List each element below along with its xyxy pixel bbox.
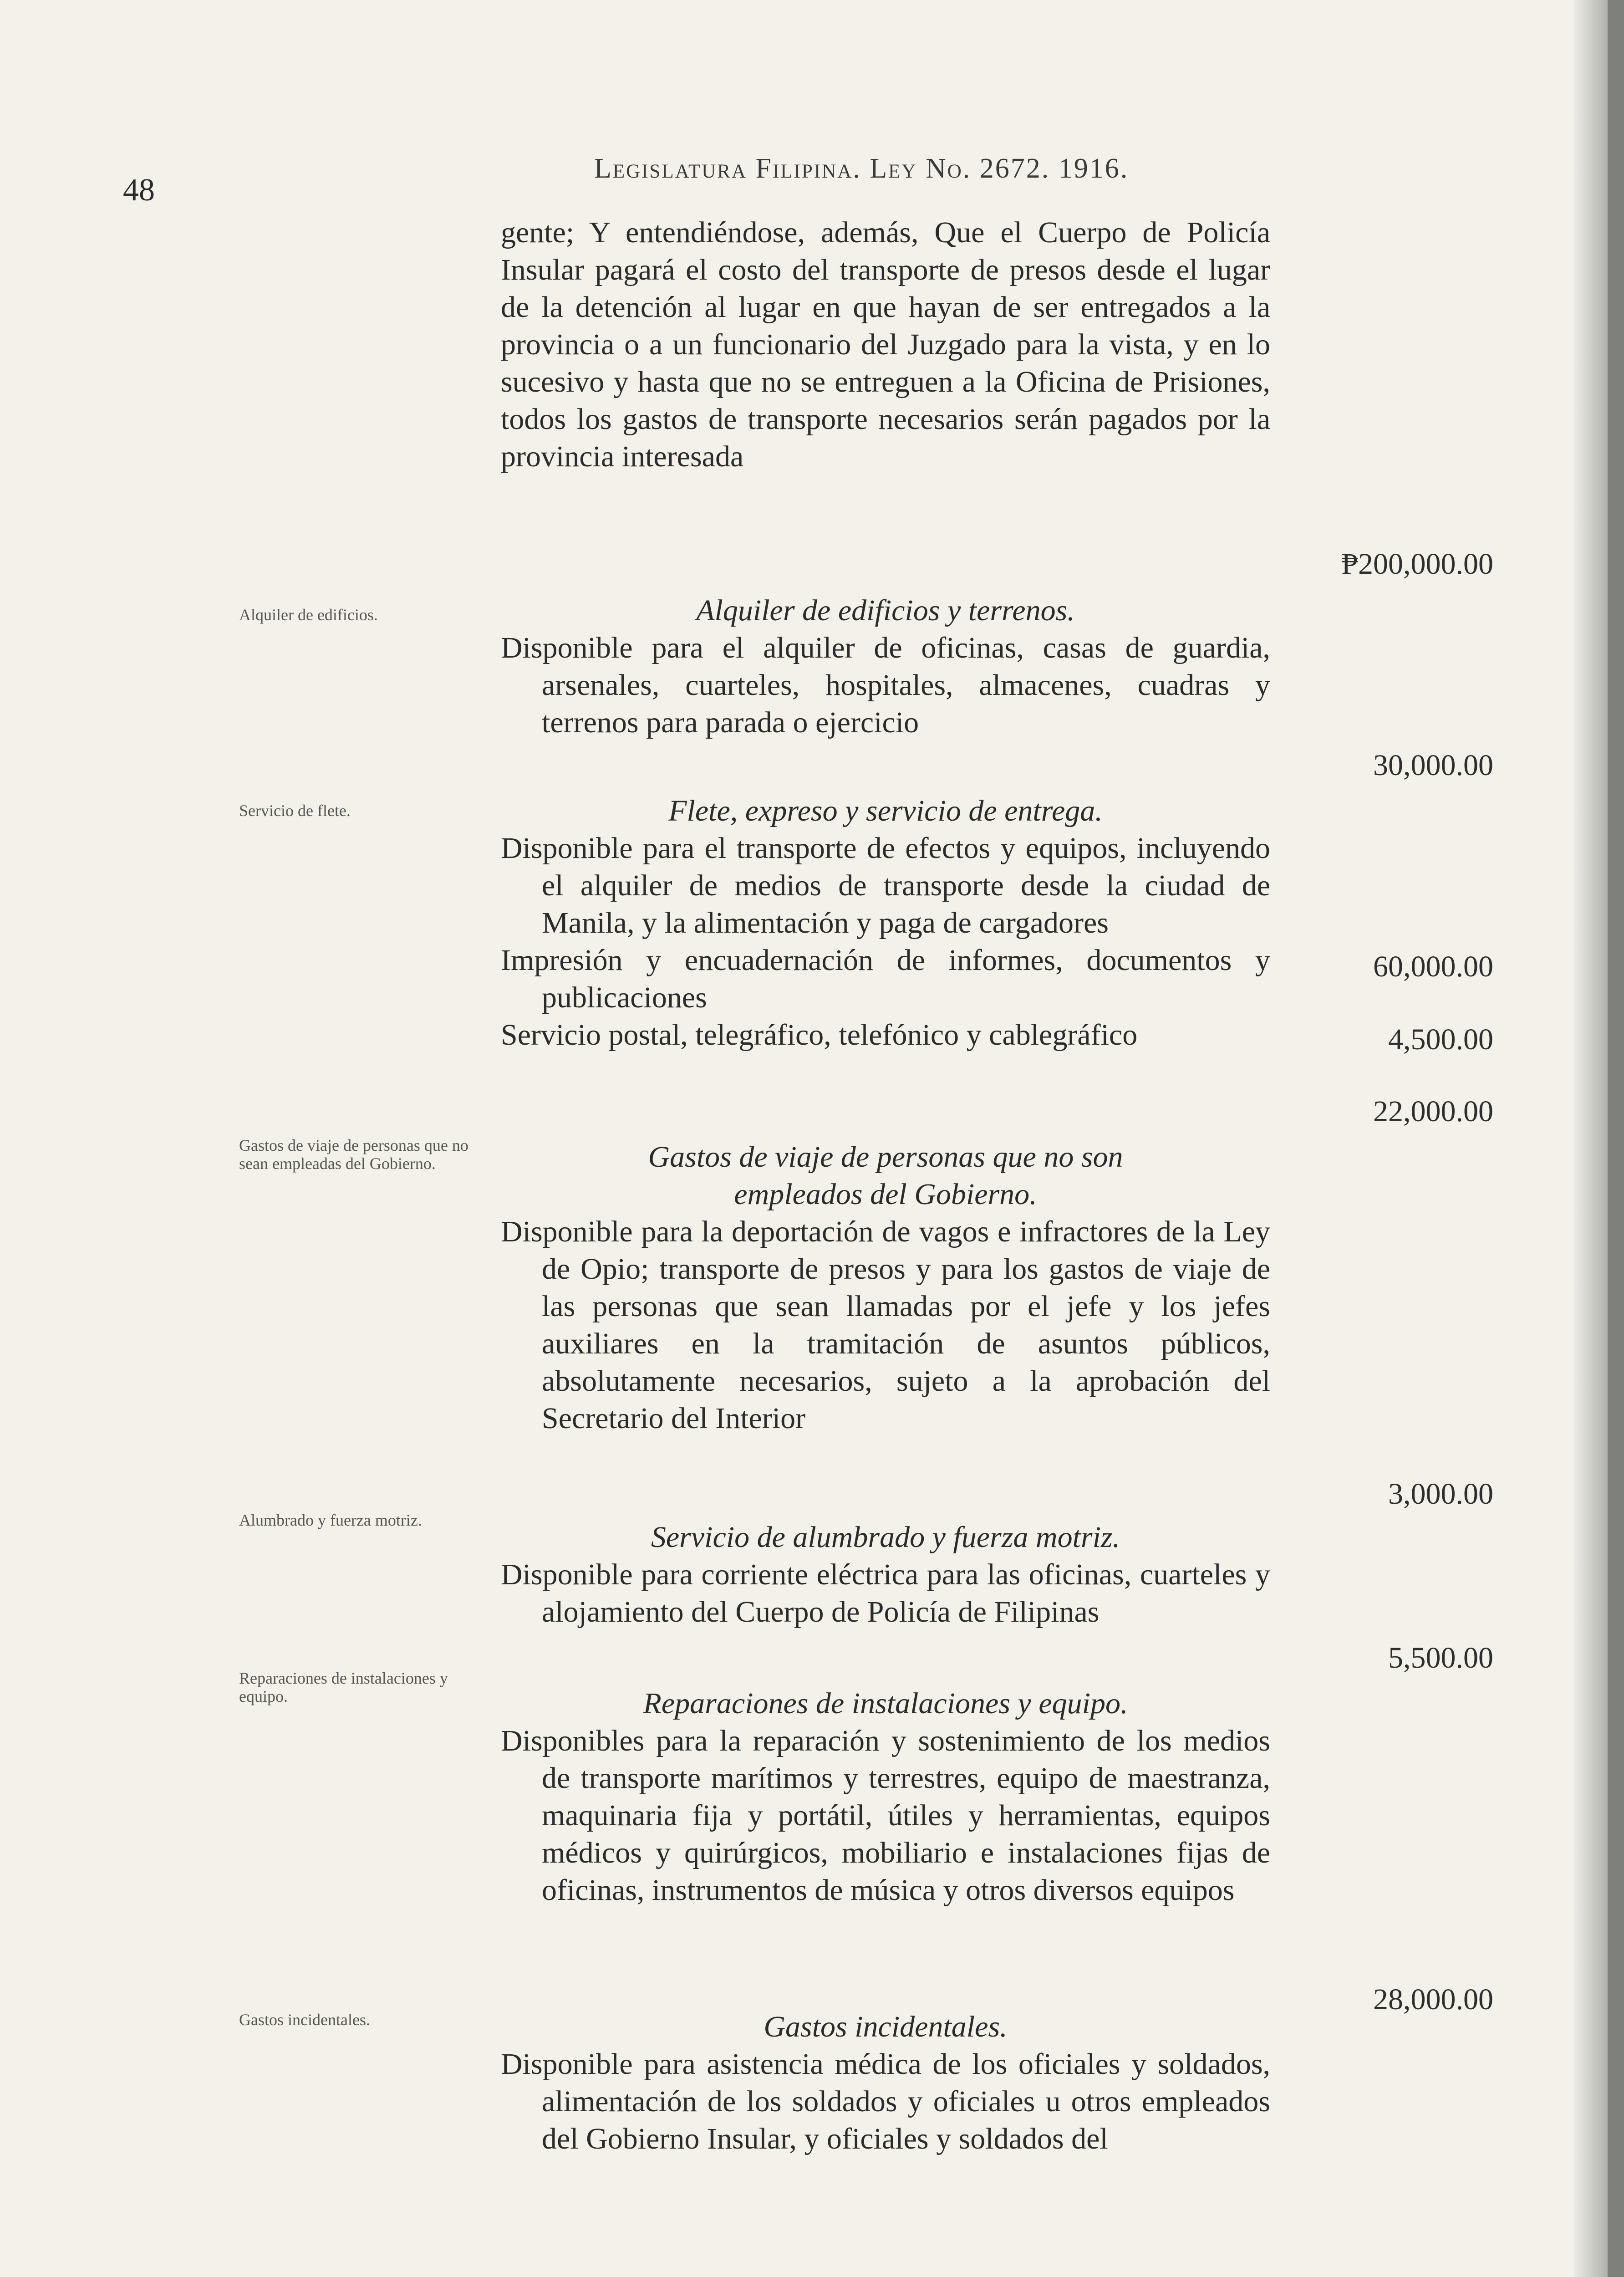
paragraph-alumbrado: Disponible para corriente eléctrica para las oficinas, cuarteles y alojamiento del Cuerpo de Policía de Filipinas <box>501 1558 1270 1629</box>
paragraph-incidentales: Disponible para asistencia médica de los oficiales y soldados, alimentación de los soldados y oficiales u otros empleados del Gobierno Insular, y oficiales y soldados del <box>501 2047 1270 2155</box>
amount-flete: 60,000.00 <box>1373 950 1493 983</box>
paragraph-continuation: gente; Y entendiéndose, además, Que el Cuerpo de Policía Insular pagará el costo del transporte de presos desde el lugar de la detención al lugar en que hayan de ser entregados a la provincia o a un funcionario del Juzgado para la vista, y en lo sucesivo y hasta que no se entreguen a la Oficina de Prisiones, todos los gastos de transporte necesarios serán pagados por la provincia interesada <box>501 216 1270 473</box>
heading-incidentales: Gastos incidentales. <box>764 2010 1008 2043</box>
heading-alumbrado: Servicio de alumbrado y fuerza motriz. <box>651 1521 1120 1554</box>
margin-note-viaje: Gastos de viaje de personas que no sean empleadas del Gobierno. <box>239 1136 468 1173</box>
paragraph-reparaciones: Disponibles para la reparación y sostenimiento de los medios de transporte marítimos y terrestres, equipo de maestranza, maquinaria fija y portátil, útiles y herramientas, equipos médicos y quirúrgicos, mobiliario e instalaciones fijas de oficinas, instrumentos de música y otros diversos equipos <box>501 1724 1270 1907</box>
paragraph-postal: Servicio postal, telegráfico, telefónico y cablegráfico <box>501 1018 1138 1052</box>
amount-continuation: ₱200,000.00 <box>1341 547 1493 581</box>
amount-impresion: 4,500.00 <box>1388 1023 1493 1056</box>
heading-viaje: Gastos de viaje de personas que no son empleados del Gobierno. <box>648 1140 1123 1211</box>
section-alquiler <box>501 592 1270 741</box>
section-continuation <box>501 214 1270 475</box>
section-viaje <box>501 1138 1270 1437</box>
margin-note-reparaciones: Reparaciones de instalaciones y equipo. <box>239 1669 448 1705</box>
amount-reparaciones: 28,000.00 <box>1373 1983 1493 2016</box>
margin-note-flete: Servicio de flete. <box>239 802 351 820</box>
margin-note-alumbrado: Alumbrado y fuerza motriz. <box>239 1511 422 1529</box>
running-head: Legislatura Filipina. Ley No. 2672. 1916. <box>594 153 1129 184</box>
paragraph-alquiler: Disponible para el alquiler de oficinas, casas de guardia, arsenales, cuarteles, hospitales, almacenes, cuadras y terrenos para parada o ejercicio <box>501 631 1270 739</box>
page-number: 48 <box>123 173 155 208</box>
section-flete <box>501 792 1270 1054</box>
heading-reparaciones: Reparaciones de instalaciones y equipo. <box>643 1687 1128 1720</box>
margin-note-incidentales: Gastos incidentales. <box>239 2011 370 2029</box>
section-alumbrado <box>501 1519 1270 1631</box>
margin-note-alquiler: Alquiler de edificios. <box>239 606 378 624</box>
paragraph-impresion: Impresión y encuadernación de informes, documentos y publicaciones <box>501 944 1270 1014</box>
section-reparaciones <box>501 1685 1270 1909</box>
page-edge-dark <box>1608 0 1624 2277</box>
paragraph-viaje: Disponible para la deportación de vagos e infractores de la Ley de Opio; transporte de presos y para los gastos de viaje de las personas que sean llamadas por el jefe y los jefes auxiliares en la tramitación de asuntos públicos, absolutamente necesarios, sujeto a la aprobación del Secretario del Interior <box>501 1215 1270 1435</box>
paragraph-flete: Disponible para el transporte de efectos y equipos, incluyendo el alquiler de medios de transporte desde la ciudad de Manila, y la alimentación y paga de cargadores <box>501 832 1270 939</box>
section-incidentales <box>501 2008 1270 2158</box>
heading-alquiler: Alquiler de edificios y terrenos. <box>696 594 1075 627</box>
heading-flete: Flete, expreso y servicio de entrega. <box>668 794 1103 827</box>
amount-alumbrado: 5,500.00 <box>1388 1641 1493 1675</box>
amount-alquiler: 30,000.00 <box>1373 749 1493 782</box>
amount-viaje: 3,000.00 <box>1388 1477 1493 1511</box>
amount-postal: 22,000.00 <box>1373 1095 1493 1128</box>
